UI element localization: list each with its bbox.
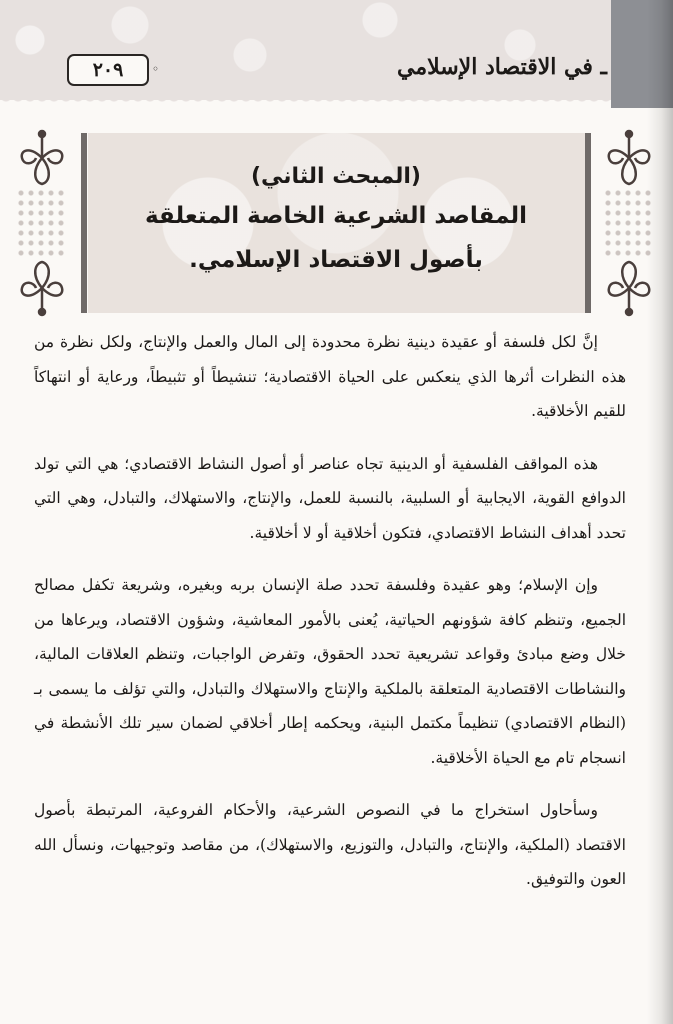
- paragraph-4: وسأحاول استخراج ما في النصوص الشرعية، والأحكام الفروعية، المرتبطة بأصول الاقتصاد (الملكية، والإنتاج، والتبادل، والتوزيع، والاستهلاك)، من مقاصد وتوجيهات، ونسأل الله العون والتوفيق.: [34, 801, 626, 888]
- body-text: [34, 325, 626, 915]
- page-number-box: [67, 54, 149, 86]
- right-ornament-column: [597, 128, 661, 318]
- floral-ornament-icon: [597, 258, 661, 318]
- lattice-pattern: [16, 188, 68, 258]
- paragraph-3: وإن الإسلام؛ وهو عقيدة وفلسفة تحدد صلة الإنسان بربه وبغيره، وشريعة تكفل مصالح الجميع، وتنظم كافة شؤونهم الحياتية، يُعنى بالأمور المعاشية، وشؤون الاقتصاد، ويرعاها من خلال وضع مبادئ وقواعد تشريعية تحدد الحقوق، وتفرض الواجبات، وتنظم العلاقات المالية، والنشاطات الاقتصادية المتعلقة بالملكية والإنتاج والاستهلاك والتبادل، والتي تؤلف ما يسمى بـ (النظام الاقتصادي) تنظيماً مكتمل البنية، ويحكمه إطار أخلاقي لضمان سير تلك الأنشطة في انسجام تام مع الحياة الأخلاقية.: [34, 576, 626, 767]
- header-scallop-border: [0, 96, 612, 106]
- heading-title-line-1: المقاصد الشرعية الخاصة المتعلقة: [144, 203, 528, 229]
- floral-ornament-icon: [10, 258, 74, 318]
- running-title: ـ في الاقتصاد الإسلامي: [396, 54, 607, 80]
- heading-section-label: (المبحث الثاني): [250, 164, 421, 189]
- paragraph-1: إنَّ لكل فلسفة أو عقيدة دينية نظرة محدودة إلى المال والعمل والإنتاج، ولكل نظرة من هذه النظرات أثرها الذي ينعكس على الحياة الاقتصادية؛ تنشيطاً أو تثبيطاً، ورعاية أو انتهاكاً للقيم الأخلاقية.: [34, 333, 626, 420]
- paragraph-2: هذه المواقف الفلسفية أو الدينية تجاه عناصر أو أصول النشاط الاقتصادي؛ هي التي تولد الدوافع القوية، الايجابية أو السلبية، بالنسبة للعمل، والإنتاج، والاستهلاك، والتبادل، وهي التي تحدد أهداف النشاط الاقتصادي، فتكون أخلاقية أو لا أخلاقية.: [34, 454, 626, 542]
- header-separator-dot: ◦: [152, 62, 160, 76]
- chapter-heading: [96, 160, 576, 282]
- lattice-pattern: [603, 188, 655, 258]
- floral-ornament-icon: [10, 128, 74, 188]
- heading-left-bar: [81, 133, 87, 313]
- left-ornament-column: [10, 128, 74, 318]
- heading-title-line-2: بأصول الاقتصاد الإسلامي.: [189, 247, 483, 273]
- heading-right-bar: [585, 133, 591, 313]
- floral-ornament-icon: [597, 128, 661, 188]
- page-number: ٢٠٩: [92, 59, 124, 81]
